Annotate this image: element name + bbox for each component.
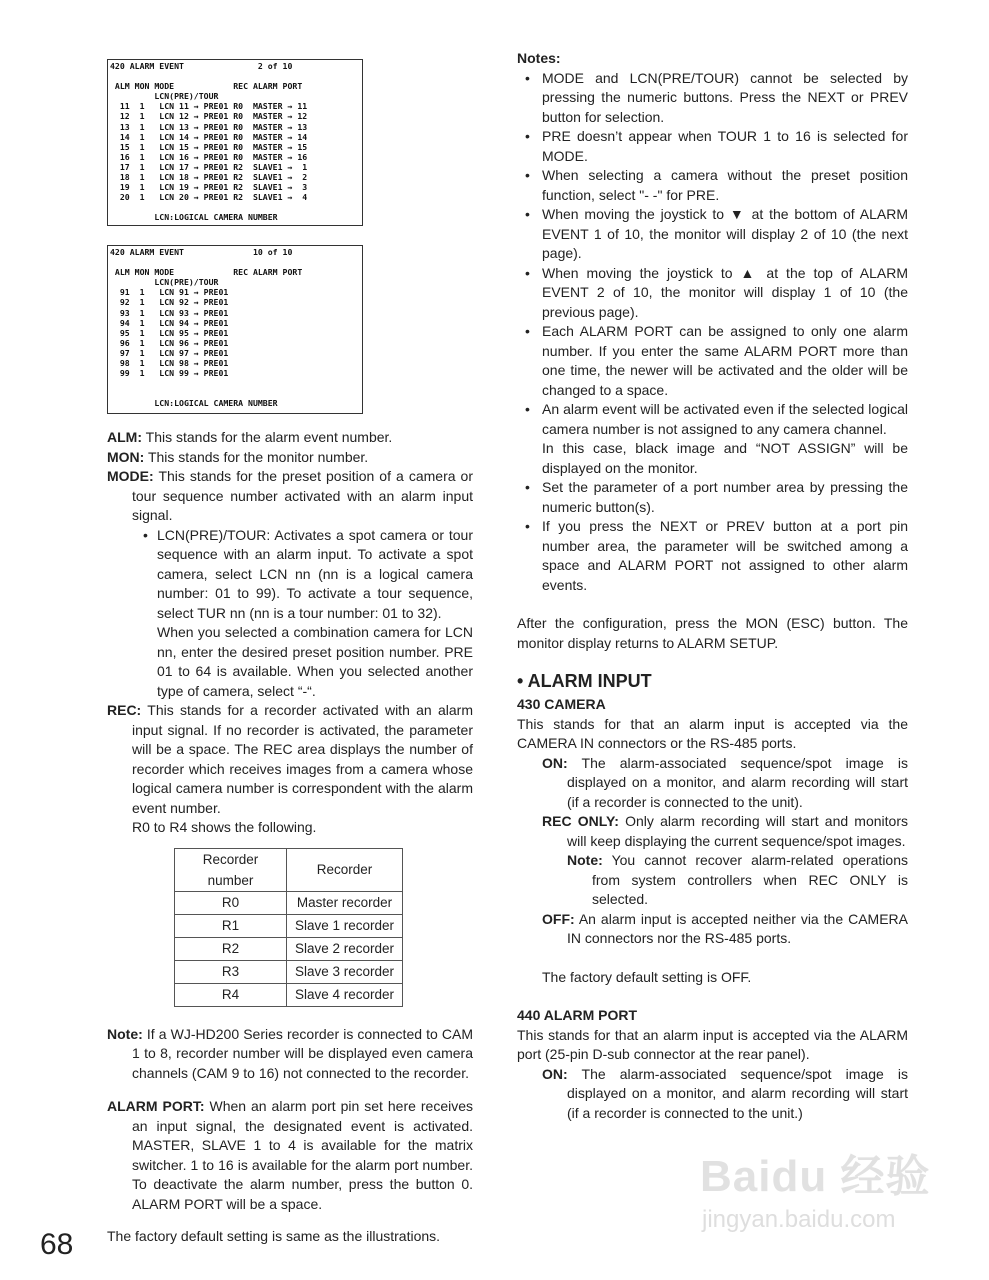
camera-description: This stands for that an alarm input is accepted via the CAMERA IN connectors or the RS-485 ports. — [517, 715, 908, 751]
note-item: • MODE and LCN(PRE/TOUR) cannot be selected by pressing the numeric buttons. Press the NEXT or PREV button for selection. — [525, 69, 908, 125]
table-row — [175, 914, 403, 937]
table-cell: R0 — [175, 891, 287, 914]
alarm-port-subheading: 440 ALARM PORT — [517, 1007, 638, 1023]
alarm-port-definition: ALARM PORT: When an alarm port pin set here receives an input signal, the designated event is activated. MASTER, SLAVE 1 to 4 is available for the matrix switcher. 1 to 16 is available for the alarm port number. To deactivate the alarm number, press the button 0. ALARM PORT will be a space. — [107, 1098, 474, 1212]
note-item: • When moving the joystick to ▲ at the top of ALARM EVENT 2 of 10, the monitor will display 1 of 10 (the previous page). — [525, 264, 908, 320]
table-cell: R4 — [175, 983, 287, 1006]
recorder-table — [174, 848, 403, 1007]
lcn-bullet: • LCN(PRE)/TOUR: Activates a spot camera or tour sequence with an alarm input. To activate a spot camera, select LCN nn (nn is a logical camera number: 01 to 99). To activate a tour sequence, select TUR nn (nn is a tour number: 01 to 32). — [143, 526, 473, 621]
alm-definition: ALM: This stands for the alarm event number. — [107, 429, 393, 445]
camera-on-option: ON: The alarm-associated sequence/spot image is displayed on a monitor, and alarm recording will start (if a recorder is connected to the unit). — [542, 754, 908, 810]
screen-line: 13 1 LCN 13 → PRE01 R0 MASTER → 13 — [110, 121, 308, 132]
table-cell: Slave 3 recorder — [287, 960, 403, 983]
screen-line: 98 1 LCN 98 → PRE01 — [110, 358, 229, 369]
table-cell: R1 — [175, 914, 287, 937]
screen-line: 92 1 LCN 92 → PRE01 — [110, 297, 229, 308]
camera-factory-default: The factory default setting is OFF. — [542, 968, 752, 985]
mode-definition: MODE: This stands for the preset position of a camera or tour sequence number activated with an alarm input signal. — [107, 468, 473, 523]
screen-line: 11 1 LCN 11 → PRE01 R0 MASTER → 11 — [110, 101, 308, 112]
screen-line — [110, 257, 362, 267]
screen-line: 93 1 LCN 93 → PRE01 — [110, 307, 229, 318]
note-item: • If you press the NEXT or PREV button at a port pin number area, the parameter will be switched among a space and ALARM PORT not assigned to other alarm events. — [525, 518, 908, 593]
camera-subheading: 430 CAMERA — [517, 696, 606, 712]
screen-line: 20 1 LCN 20 → PRE01 R2 SLAVE1 → 4 — [110, 192, 308, 203]
screen-line: 19 1 LCN 19 → PRE01 R2 SLAVE1 → 3 — [110, 182, 308, 193]
alarm-port-description: This stands for that an alarm input is accepted via the ALARM port (25-pin D-sub connector at the rear panel). — [517, 1026, 908, 1062]
table-row — [175, 891, 403, 914]
screen-line — [110, 378, 362, 388]
note-item: • Each ALARM PORT can be assigned to only one alarm number. If you enter the same ALARM PORT more than one time, the newer will be activated and the older will be changed to a space. — [525, 323, 908, 398]
screen-line: 420 ALARM EVENT 2 of 10 — [110, 61, 293, 71]
alarm-event-screen-page-10 — [107, 245, 363, 414]
screen-line: 420 ALARM EVENT 10 of 10 — [110, 247, 293, 257]
note-item-continuation: In this case, black image and “NOT ASSIGN” will be displayed on the monitor. — [542, 440, 908, 476]
table-cell: Master recorder — [287, 891, 403, 914]
screen-line: 17 1 LCN 17 → PRE01 R2 SLAVE1 → 1 — [110, 161, 308, 172]
alarm-port-on-option: ON: The alarm-associated sequence/spot image is displayed on a monitor, and alarm recording will start (if a recorder is connected to the unit.) — [542, 1065, 908, 1121]
table-header: Recorder — [287, 848, 403, 891]
watermark-brand: Baidu 经验 — [700, 1152, 931, 1201]
table-header-row — [175, 848, 403, 891]
factory-default-left: The factory default setting is same as the illustrations. — [107, 1228, 441, 1244]
after-configuration-text: After the configuration, press the MON (ESC) button. The monitor display returns to ALARM SETUP. — [517, 615, 908, 651]
screen-line: 91 1 LCN 91 → PRE01 — [110, 287, 229, 298]
screen-line — [110, 202, 362, 212]
screen-line: 96 1 LCN 96 → PRE01 — [110, 337, 229, 348]
note-item: • When selecting a camera without the preset position function, select "- -" for PRE. — [525, 167, 908, 203]
screen-line — [110, 388, 362, 398]
table-cell: Slave 1 recorder — [287, 914, 403, 937]
screen-line: ALM MON MODE REC ALARM PORT — [110, 81, 303, 92]
screen-line: 16 1 LCN 16 → PRE01 R0 MASTER → 16 — [110, 151, 308, 162]
screen-line: 12 1 LCN 12 → PRE01 R0 MASTER → 12 — [110, 111, 308, 122]
camera-rec-only-note: Note: You cannot recover alarm-related operations from system controllers when REC ONLY is selected. — [567, 852, 908, 907]
screen-line: 18 1 LCN 18 → PRE01 R2 SLAVE1 → 2 — [110, 172, 308, 183]
rec-definition: REC: This stands for a recorder activated with an alarm input signal. If no recorder is activated, the parameter will be a space. The REC area displays the number of recorder which receives images from a camera whose logical camera number is correspondent with the alarm event number. — [107, 702, 473, 816]
watermark-url: jingyan.baidu.com — [702, 1206, 896, 1233]
screen-line: LCN(PRE)/TOUR — [110, 91, 219, 102]
screen-line: LCN:LOGICAL CAMERA NUMBER — [110, 212, 278, 223]
note-recorder: Note: If a WJ-HD200 Series recorder is connected to CAM 1 to 8, recorder number will be displayed even camera channels (CAM 9 to 16) not connected to the recorder. — [107, 1025, 473, 1081]
screen-line: 97 1 LCN 97 → PRE01 — [110, 347, 229, 358]
left-column — [107, 428, 473, 1247]
screen-line: LCN(PRE)/TOUR — [110, 277, 219, 288]
camera-rec-only-option: REC ONLY: Only alarm recording will start and monitors will keep displaying the current sequence/spot images. — [542, 813, 908, 849]
table-row — [175, 937, 403, 960]
table-cell: R3 — [175, 960, 287, 983]
table-cell: Slave 2 recorder — [287, 937, 403, 960]
table-row — [175, 983, 403, 1006]
alarm-event-screen-page-2 — [107, 59, 363, 226]
table-cell: Slave 4 recorder — [287, 983, 403, 1006]
notes-title: Notes: — [517, 50, 561, 66]
camera-off-option: OFF: An alarm input is accepted neither via the CAMERA IN connectors nor the RS-485 ports. — [542, 910, 908, 946]
rec-continuation: R0 to R4 shows the following. — [132, 819, 317, 835]
screen-line: ALM MON MODE REC ALARM PORT — [110, 267, 303, 278]
table-cell: R2 — [175, 937, 287, 960]
screen-line: 94 1 LCN 94 → PRE01 — [110, 317, 229, 328]
screen-line — [110, 71, 362, 81]
page-number: 68 — [40, 1228, 74, 1261]
note-item: • PRE doesn’t appear when TOUR 1 to 16 is selected for MODE. — [525, 128, 908, 164]
note-item: • When moving the joystick to ▼ at the bottom of ALARM EVENT 1 of 10, the monitor will display 2 of 10 (the next page). — [525, 206, 908, 261]
note-item: • Set the parameter of a port number area by pressing the numeric button(s). — [525, 479, 908, 515]
screen-line: 99 1 LCN 99 → PRE01 — [110, 368, 229, 379]
screen-line: 15 1 LCN 15 → PRE01 R0 MASTER → 15 — [110, 141, 308, 152]
screen-line: 14 1 LCN 14 → PRE01 R0 MASTER → 14 — [110, 131, 308, 142]
alarm-input-heading: • ALARM INPUT — [517, 671, 652, 691]
right-column — [517, 49, 908, 1123]
note-item: • An alarm event will be activated even if the selected logical camera number is not assigned to any camera channel. — [525, 401, 908, 437]
lcn-continuation: When you selected a combination camera for LCN nn, enter the desired preset position number. PRE 01 to 64 is available. When you selected another type of camera, select “-“. — [157, 624, 473, 699]
mon-definition: MON: This stands for the monitor number. — [107, 448, 369, 465]
screen-line: LCN:LOGICAL CAMERA NUMBER — [110, 398, 278, 409]
table-header: Recorder number — [175, 848, 287, 891]
table-row — [175, 960, 403, 983]
screen-line: 95 1 LCN 95 → PRE01 — [110, 327, 229, 338]
